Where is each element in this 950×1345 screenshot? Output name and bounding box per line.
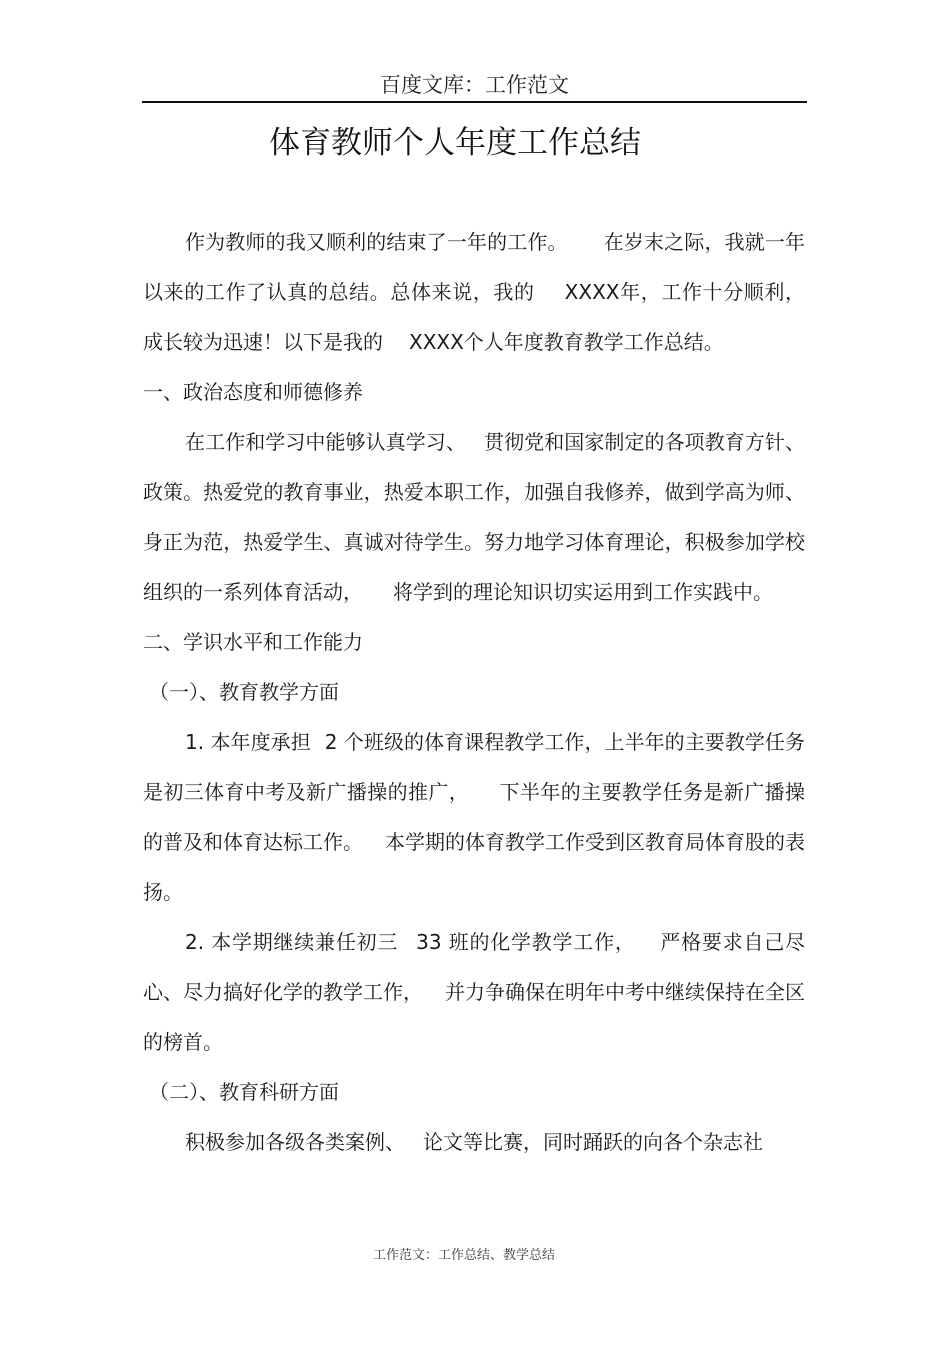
intro-text-3: XXXX年，工作十分顺利，成长较为迅速！以下是我的 — [143, 280, 806, 354]
section2-heading: 二、学识水平和工作能力 — [143, 630, 363, 654]
section1-paragraph — [143, 417, 805, 617]
intro-text-2: 在岁末之际，我就一年以来的工作了认真的总结。总体来说，我的 — [143, 230, 806, 304]
section1-text-3: 将学到的理论知识切实运用到工作实践中。 — [393, 580, 773, 604]
research-paragraph — [143, 1117, 805, 1167]
section1-heading: 一、政治态度和师德修养 — [143, 380, 363, 404]
section1-text-1: 在工作和学习中能够认真学习、 — [185, 430, 466, 454]
item2-text-2: 33 班的化学教学工作， — [416, 930, 636, 954]
item2-text-4: 并力争确保在明年中考中继续保持在全区的榜首。 — [143, 980, 805, 1054]
header-divider — [142, 101, 807, 103]
teaching-item-2 — [143, 917, 805, 1067]
teaching-item-1 — [143, 717, 805, 917]
item1-text-2: 2 个班级的体育课程教学工作，上半年的主要教学任务是初三体育中考及新广播操的推广， — [143, 730, 805, 804]
intro-text-1: 作为教师的我又顺利的结束了一年的工作。 — [185, 230, 568, 254]
item1-text-3: 下半年的主要教学任务是新广播操的普及和体育达标工作。 — [143, 780, 806, 854]
page-footer: 工作范文：工作总结、教学总结 — [372, 1248, 555, 1263]
intro-text-4: XXXX个人年度教育教学工作总结。 — [409, 330, 724, 354]
research-text-1: 积极参加各级各类案例、 — [185, 1130, 405, 1154]
subsection2-heading: （二）、教育科研方面 — [149, 1080, 339, 1104]
section1-text-2: 贯彻党和国家制定的各项教育方针、政策。热爱党的教育事业，热爱本职工作，加强自我修养，做到学高为师、身正为范，热爱学生、真诚对待学生。努力地学习体育理论，积极参加学校组织的一系列体育活动， — [143, 430, 806, 604]
item1-text-1: 1. 本年度承担 — [185, 730, 311, 754]
page-header: 百度文库：工作范文 — [380, 73, 569, 97]
item2-text-1: 2. 本学期继续兼任初三 — [185, 930, 399, 954]
item2-text-3: 严格要求自己尽心、尽力搞好化学的教学工作， — [143, 930, 806, 1004]
subsection1-heading: （一）、教育教学方面 — [149, 680, 339, 704]
document-title: 体育教师个人年度工作总结 — [269, 125, 641, 161]
document-body — [143, 217, 805, 1167]
research-text-2: 论文等比赛，同时踊跃的向各个杂志社 — [423, 1130, 763, 1154]
item1-text-4: 本学期的体育教学工作受到区教育局体育股的表扬。 — [143, 830, 805, 904]
intro-paragraph — [143, 217, 805, 367]
